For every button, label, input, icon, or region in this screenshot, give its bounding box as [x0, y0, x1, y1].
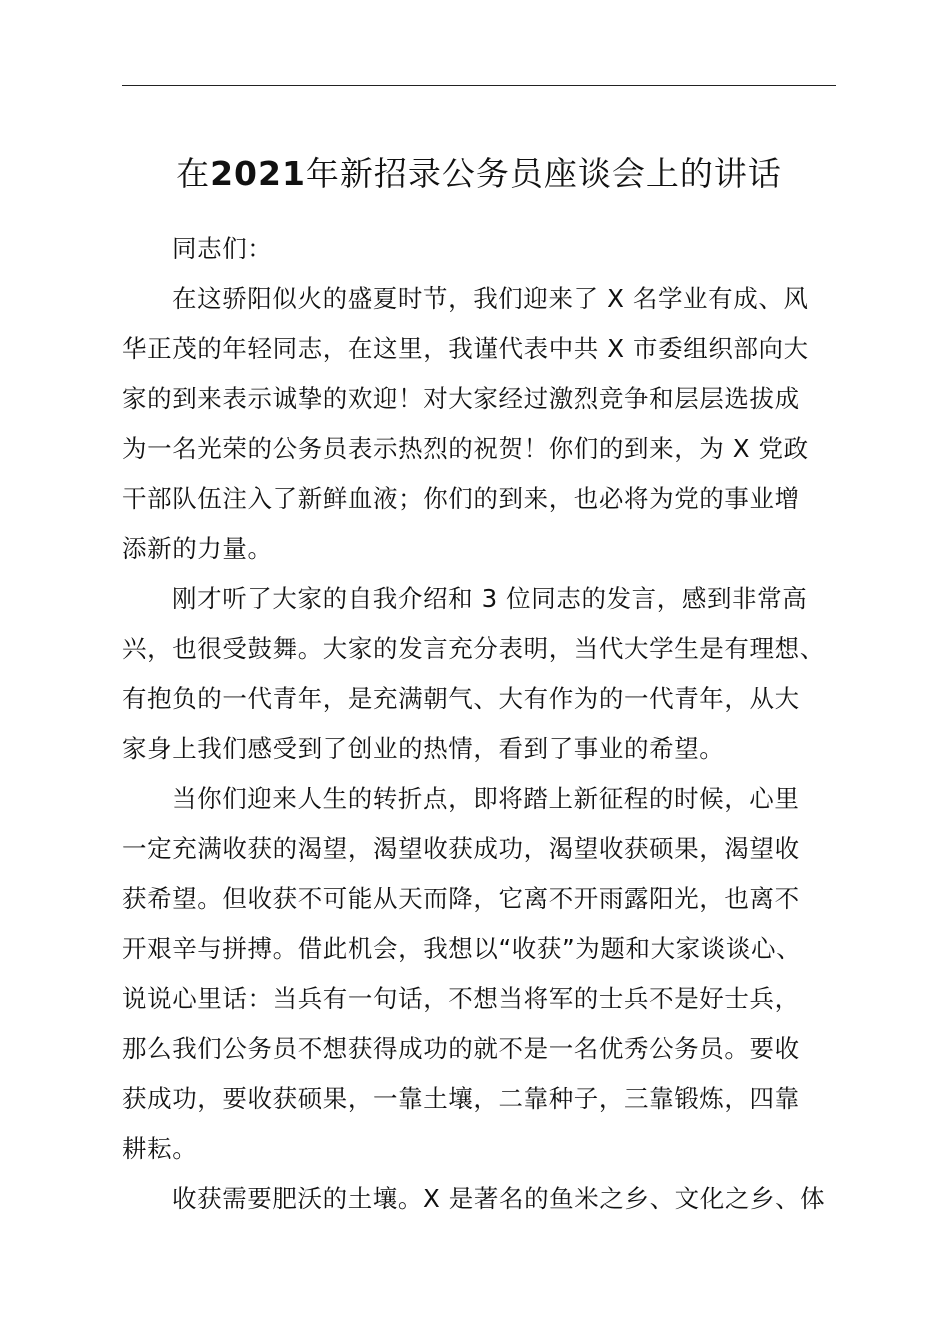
text-line: 说说心里话：当兵有一句话，不想当将军的士兵不是好士兵，	[122, 984, 800, 1013]
page-title	[122, 148, 836, 200]
text-line: 同志们：	[172, 234, 273, 263]
text-line: 收获需要肥沃的土壤。X 是著名的鱼米之乡、文化之乡、体	[172, 1184, 826, 1213]
text-line: 当你们迎来人生的转折点，即将踏上新征程的时候，心里	[172, 784, 800, 813]
document-body	[122, 224, 838, 1224]
text-line: 耕耘。	[122, 1134, 198, 1163]
paragraph-welcome	[122, 274, 838, 574]
text-line: 一定充满收获的渴望，渴望收获成功，渴望收获硕果，渴望收	[122, 834, 800, 863]
text-line: 刚才听了大家的自我介绍和 3 位同志的发言，感到非常高	[172, 584, 808, 613]
paragraph-harvest	[122, 774, 838, 1174]
paragraph-impression	[122, 574, 838, 774]
text-line: 获成功，要收获硕果，一靠土壤，二靠种子，三靠锻炼，四靠	[122, 1084, 800, 1113]
title-year: 2021	[210, 154, 306, 193]
title-prefix: 在	[176, 154, 211, 193]
text-line: 有抱负的一代青年，是充满朝气、大有作为的一代青年，从大	[122, 684, 800, 713]
header-rule	[122, 85, 836, 86]
paragraph-soil	[122, 1174, 838, 1224]
title-suffix: 年新招录公务员座谈会上的讲话	[305, 154, 782, 193]
text-line: 家身上我们感受到了创业的热情，看到了事业的希望。	[122, 734, 725, 763]
text-line: 为一名光荣的公务员表示热烈的祝贺！你们的到来，为 X 党政	[122, 434, 809, 463]
text-line: 华正茂的年轻同志，在这里，我谨代表中共 X 市委组织部向大	[122, 334, 809, 363]
text-line: 添新的力量。	[122, 534, 273, 563]
text-line: 获希望。但收获不可能从天而降，它离不开雨露阳光，也离不	[122, 884, 800, 913]
text-line: 干部队伍注入了新鲜血液；你们的到来，也必将为党的事业增	[122, 484, 800, 513]
text-line: 兴，也很受鼓舞。大家的发言充分表明，当代大学生是有理想、	[122, 634, 825, 663]
paragraph-greeting	[122, 224, 838, 274]
text-line: 开艰辛与拼搏。借此机会，我想以“收获”为题和大家谈谈心、	[122, 934, 802, 963]
text-line: 那么我们公务员不想获得成功的就不是一名优秀公务员。要收	[122, 1034, 800, 1063]
text-line: 在这骄阳似火的盛夏时节，我们迎来了 X 名学业有成、风	[172, 284, 809, 313]
text-line: 家的到来表示诚挚的欢迎！对大家经过激烈竞争和层层选拔成	[122, 384, 800, 413]
